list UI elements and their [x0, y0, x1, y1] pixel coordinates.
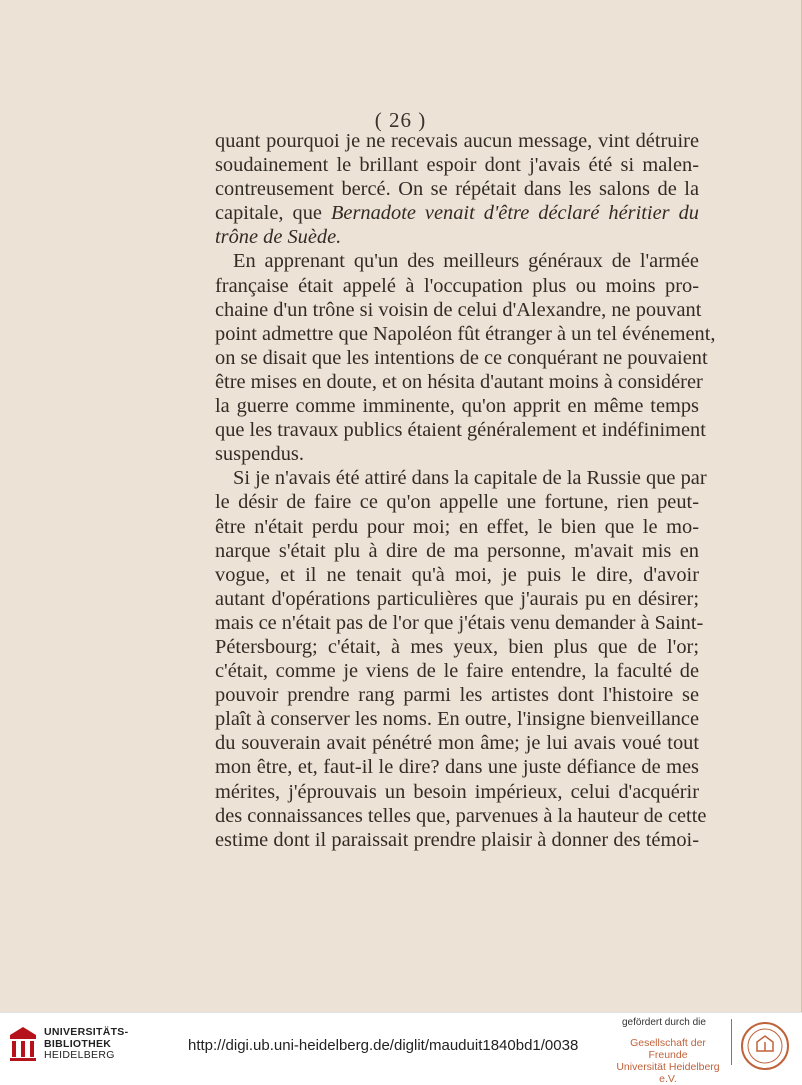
text-line: c'était, comme je viens de le faire entendre, la faculté de [215, 660, 699, 683]
text-line: estime dont il paraissait prendre plaisir à donner des témoi- [215, 828, 699, 851]
footer-divider [731, 1019, 732, 1065]
library-name-line: BIBLIOTHEK [44, 1037, 112, 1050]
italic-segment: Bernadote venait d'être déclaré héritier du [330, 202, 699, 225]
page-number: ( 26 ) [374, 108, 427, 132]
text-line: chaine d'un trône si voisin de celui d'Alexandre, ne pouvant [215, 298, 702, 321]
library-name-line: HEIDELBERG [44, 1049, 115, 1061]
text-line: contreusement bercé. On se répétait dans les salons de la [215, 178, 699, 201]
text-line: on se disait que les intentions de ce conquérant ne pouvaient [215, 346, 708, 369]
text-line: mon être, et, faut-il le dire? dans une juste défiance de mes [215, 756, 699, 779]
text-line: être mises en doute, et on hésita d'autant moins à considérer [215, 370, 703, 393]
text-line: des connaissances telles que, parvenues à la hauteur de cette [215, 804, 707, 827]
university-library-logo-icon[interactable] [8, 1025, 38, 1063]
text-line: que les travaux publics étaient généralement et indéfiniment [215, 419, 706, 442]
body-text [215, 129, 716, 852]
text-line: plaît à conserver les noms. En outre, l'insigne bienveillance [215, 708, 699, 731]
text-line: française était appelé à l'occupation plus ou moins pro- [215, 274, 699, 297]
sponsor-name[interactable] [612, 1037, 724, 1085]
text-line: la guerre comme imminente, qu'on apprit en même temps [215, 395, 699, 418]
text-line: Pétersbourg; c'était, à mes yeux, bien plus que de l'or; [215, 635, 699, 658]
text-line: pouvoir prendre rang parmi les artistes dont l'histoire se [215, 684, 699, 707]
university-seal-icon [740, 1021, 790, 1071]
library-name-line: UNIVERSITÄTS- [44, 1026, 129, 1038]
library-name[interactable] [44, 1027, 128, 1062]
text-line: soudainement le brillant espoir dont j'avais été si malen- [215, 154, 699, 177]
text-line: autant d'opérations particulières que j'aurais pu en désirer; [215, 587, 699, 610]
paragraph-start: En apprenant qu'un des meilleurs généraux de l'armée [233, 250, 699, 273]
paragraph-start: Si je n'avais été attiré dans la capitale de la Russie que par [233, 467, 707, 490]
text-line: suspendus. [215, 443, 304, 466]
text-line: mérites, j'éprouvais un besoin impérieux, celui d'acquérir [215, 780, 699, 803]
text-line: narque s'était plu à dire de ma personne, m'avait mis en [215, 539, 699, 562]
text-line-mixed [215, 201, 699, 225]
sponsor-name-line: Universität Heidelberg e.V. [616, 1061, 720, 1085]
viewer-footer [0, 1012, 802, 1085]
text-line: quant pourquoi je ne recevais aucun message, vint détruire [215, 130, 699, 152]
text-line: point admettre que Napoléon fût étranger à un tel événement, [215, 322, 716, 345]
text-line: être n'était perdu pour moi; en effet, le bien que le mo- [215, 515, 699, 538]
text-line: le désir de faire ce qu'on appelle une fortune, rien peut- [215, 491, 699, 514]
sponsor-label: gefördert durch die [622, 1017, 706, 1028]
permalink-url[interactable]: http://digi.ub.uni-heidelberg.de/diglit/mauduit1840bd1/0038 [188, 1037, 579, 1054]
sponsor-name-line: Gesellschaft der Freunde [630, 1037, 706, 1061]
italic-segment: trône de Suède. [215, 226, 342, 249]
text-line: du souverain avait pénétré mon âme; je lui avais voué tout [215, 732, 699, 755]
text-line: mais ce n'était pas de l'or que j'étais venu demander à Saint- [215, 611, 704, 634]
text-segment: capitale, que [215, 202, 322, 225]
text-line: vogue, et il ne tenait qu'à moi, je puis le dire, d'avoir [215, 563, 699, 586]
text-line [215, 225, 699, 249]
